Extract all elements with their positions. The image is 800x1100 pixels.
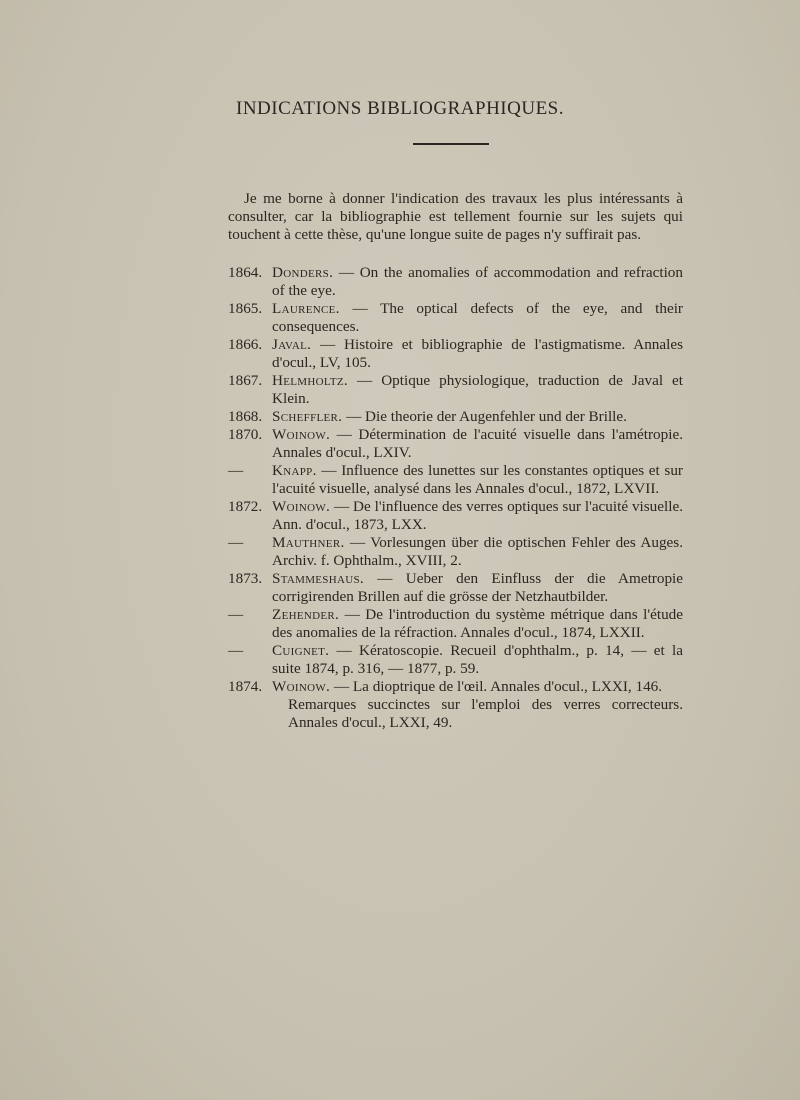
bib-author: Helmholtz. [272, 372, 349, 389]
bib-year: 1867. [228, 372, 263, 389]
bib-entry [228, 300, 683, 336]
bib-text: — On the anomalies of accommodation and refraction of the eye. [272, 264, 683, 299]
bib-year: — [228, 642, 244, 659]
bib-entry [228, 372, 683, 408]
bib-text: — Détermination de l'acuité visuelle dans l'amétropie. Annales d'ocul., LXIV. [272, 426, 683, 461]
bib-year: 1874. [228, 678, 263, 695]
bib-text: — Histoire et bibliographie de l'astigmatisme. Annales d'ocul., LV, 105. [272, 336, 683, 371]
bib-text: — The optical defects of the eye, and their consequences. [272, 300, 683, 335]
intro-text: Je me borne à donner l'indication des travaux les plus intéressants à consulter, car la bibliographie est tellement fournie sur les sujets qui touchent à cette thèse, qu'une longue suite de pages n'y suffirait pas. [228, 190, 683, 243]
bib-entry [228, 642, 683, 678]
bib-year: 1868. [228, 408, 263, 425]
bib-author: Woinow. [272, 426, 331, 443]
bib-year: 1866. [228, 336, 263, 353]
bibliography-list [228, 264, 683, 732]
bib-entry [228, 570, 683, 606]
bib-year: — [228, 534, 244, 551]
bib-year: 1864. [228, 264, 263, 281]
bib-entry [228, 498, 683, 534]
bib-text: — Ueber den Einfluss der die Ametropie corrigirenden Brillen auf die grösse der Netzhautbilder. [272, 570, 683, 605]
bib-text: — De l'introduction du système métrique dans l'étude des anomalies de la réfraction. Annales d'ocul., 1874, LXXII. [272, 606, 683, 641]
bib-author: Zehender. [272, 606, 340, 623]
bib-text: — Optique physiologique, traduction de Javal et Klein. [272, 372, 683, 407]
bib-year: 1872. [228, 498, 263, 515]
bib-entry [228, 534, 683, 570]
bib-year: — [228, 462, 244, 479]
bib-entry [228, 606, 683, 642]
bib-author: Woinow. [272, 498, 331, 515]
bib-author: Donders. [272, 264, 334, 281]
bib-entry [228, 336, 683, 372]
bib-author: Woinow. [272, 678, 331, 695]
bib-text: — La dioptrique de l'œil. Annales d'ocul., LXXI, 146. [330, 678, 663, 695]
bib-text: — De l'influence des verres optiques sur l'acuité visuelle. Ann. d'ocul., 1873, LXX. [272, 498, 683, 533]
bib-author: Stammeshaus. [272, 570, 364, 587]
bib-author: Knapp. [272, 462, 317, 479]
bib-author: Laurence. [272, 300, 340, 317]
bib-year: — [228, 606, 244, 623]
bib-entry [228, 408, 683, 426]
title-rule [413, 143, 489, 145]
bib-text: — Kératoscopie. Recueil d'ophthalm., p. 14, — et la suite 1874, p. 316, — 1877, p. 59. [272, 642, 683, 677]
bib-entry [228, 462, 683, 498]
bib-entry [228, 264, 683, 300]
bib-text: — Vorlesungen über die optischen Fehler des Auges. Archiv. f. Ophthalm., XVIII, 2. [272, 534, 683, 569]
intro-paragraph [228, 190, 683, 244]
bib-entry [228, 426, 683, 462]
bib-continuation: Remarques succinctes sur l'emploi des verres correcteurs. Annales d'ocul., LXXI, 49. [288, 696, 683, 731]
bib-entry [228, 678, 683, 696]
bib-year: 1865. [228, 300, 263, 317]
bib-author: Cuignet. [272, 642, 330, 659]
bib-year: 1870. [228, 426, 263, 443]
page-title: INDICATIONS BIBLIOGRAPHIQUES. [236, 98, 564, 119]
bib-text: — Die theorie der Augenfehler und der Brille. [342, 408, 627, 425]
bib-author: Javal. [272, 336, 312, 353]
bib-author: Mauthner. [272, 534, 345, 551]
bib-text: — Influence des lunettes sur les constantes optiques et sur l'acuité visuelle, analysé dans les Annales d'ocul., 1872, LXVII. [272, 462, 683, 497]
bib-author: Scheffler. [272, 408, 343, 425]
bib-year: 1873. [228, 570, 263, 587]
